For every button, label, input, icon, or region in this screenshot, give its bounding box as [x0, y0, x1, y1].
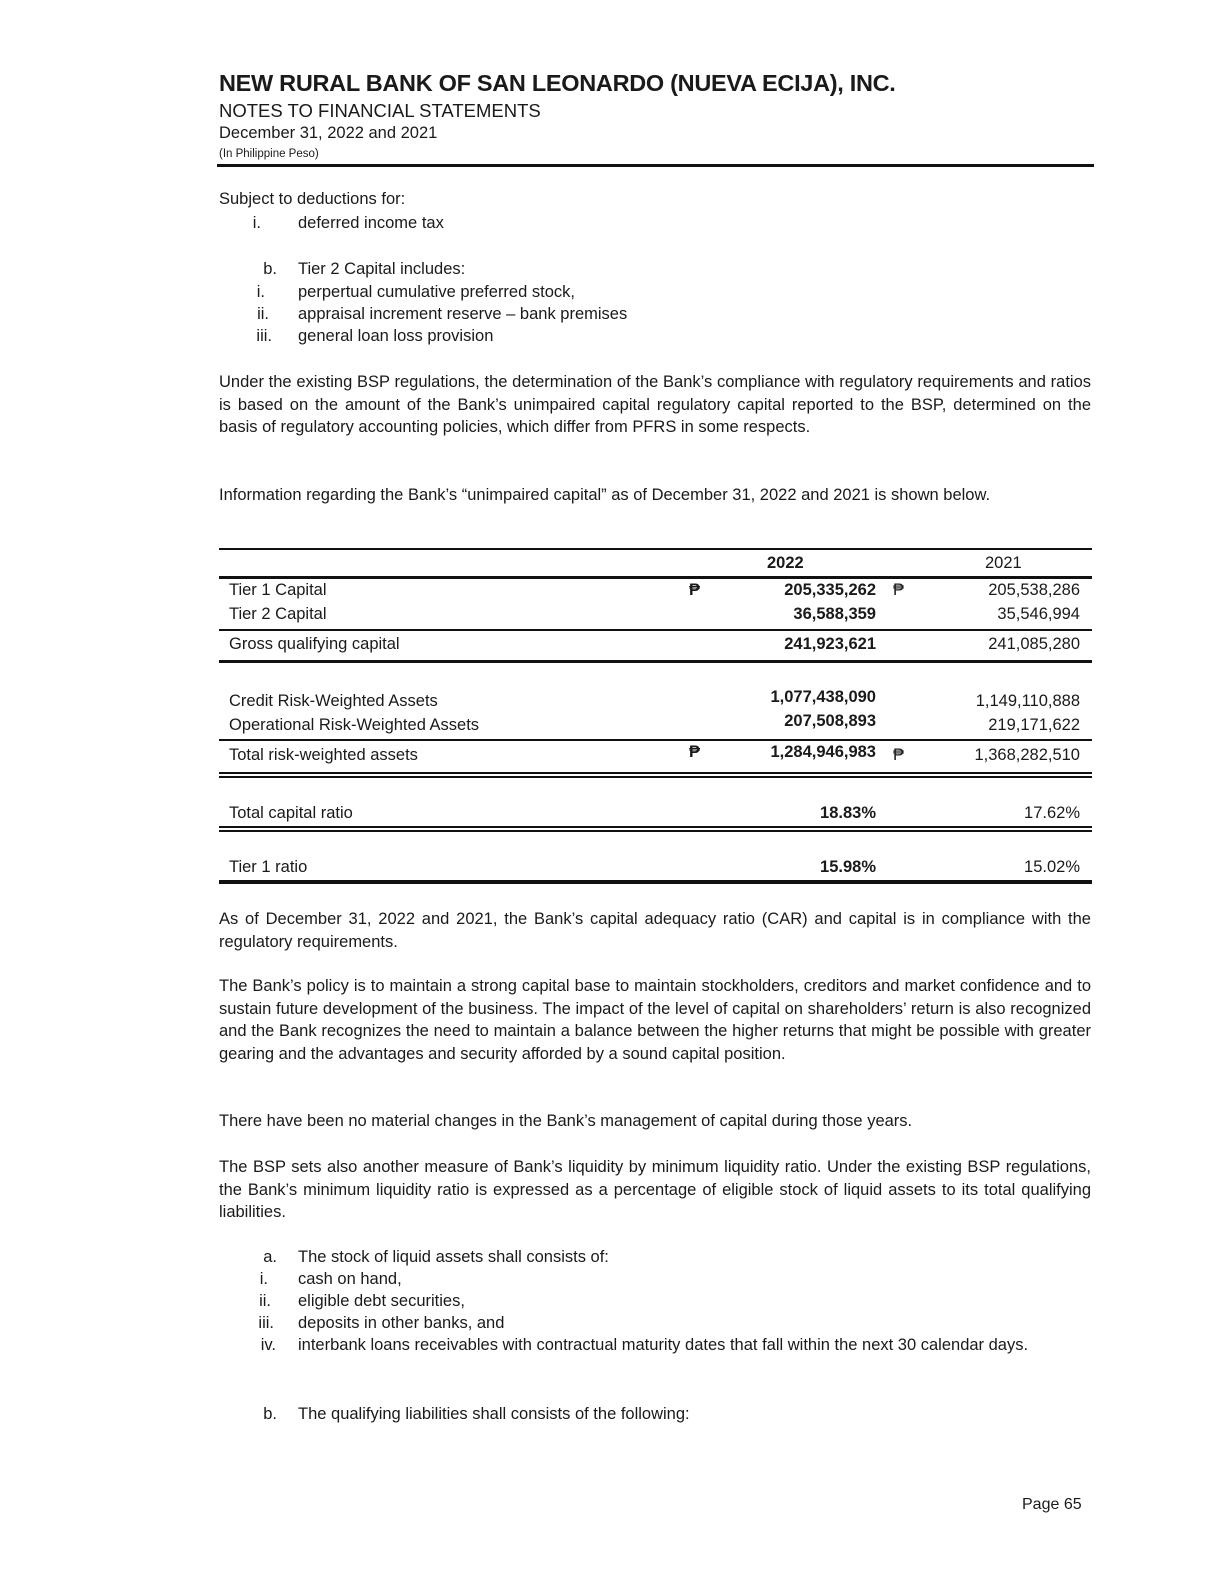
value-2021: 35,546,994 — [997, 605, 1080, 623]
list-marker: iv. — [260, 1336, 276, 1354]
company-name: NEW RURAL BANK OF SAN LEONARDO (NUEVA ECIJA), INC. — [219, 70, 896, 96]
column-header-2022: 2022 — [767, 554, 804, 572]
list-text: general loan loss provision — [298, 327, 494, 345]
table-row — [219, 605, 1092, 627]
table-bottom-rule — [219, 880, 1092, 884]
table-row — [219, 581, 1092, 603]
list-text: Tier 2 Capital includes: — [298, 260, 466, 278]
list-marker: ii. — [257, 305, 269, 323]
value-2022: 15.98% — [820, 858, 876, 876]
value-2021: 1,149,110,888 — [975, 692, 1080, 710]
list-text: deposits in other banks, and — [298, 1314, 505, 1332]
currency-note: (In Philippine Peso) — [219, 148, 319, 160]
list-marker: i. — [252, 214, 261, 232]
value-2021: 15.02% — [1024, 858, 1080, 876]
policy-paragraph: The Bank’s policy is to maintain a strong capital base to maintain stockholders, creditors and market confidence and to sustain future development of the business. The impact of the level of capital on shareholders’ return is also recognized and the Bank recognizes the need to maintain a balance between the higher returns that might be possible with greater gearing and the advantages and security afforded by a sound capital position. — [219, 977, 1091, 1064]
row-label: Gross qualifying capital — [229, 635, 400, 653]
value-2022: 1,284,946,983 — [770, 743, 876, 761]
info-intro-paragraph: Information regarding the Bank’s “unimpaired capital” as of December 31, 2022 and 2021 is shown below. — [219, 486, 991, 504]
value-2022: 1,077,438,090 — [770, 688, 876, 706]
value-2021: 1,368,282,510 — [974, 746, 1080, 764]
list-marker: b. — [263, 1405, 277, 1423]
value-2021: 205,538,286 — [988, 581, 1080, 599]
list-marker: i. — [256, 283, 265, 301]
row-label: Tier 1 Capital — [229, 581, 327, 599]
row-label: Operational Risk-Weighted Assets — [229, 716, 480, 734]
list-text: The stock of liquid assets shall consists of: — [298, 1248, 609, 1266]
table-top-rule — [219, 548, 1092, 550]
list-text: cash on hand, — [298, 1270, 402, 1288]
double-rule-top — [219, 826, 1092, 828]
list-marker: a. — [263, 1248, 277, 1266]
double-rule-bottom — [219, 776, 1092, 778]
double-rule-bottom — [219, 830, 1092, 832]
list-text: appraisal increment reserve – bank premises — [298, 305, 628, 323]
peso-sign-icon: ₱ — [689, 581, 701, 599]
row-label: Tier 2 Capital — [229, 605, 327, 623]
total-rule — [219, 660, 1092, 663]
no-changes-paragraph: There have been no material changes in the Bank’s management of capital during those years. — [219, 1112, 913, 1130]
value-2022: 205,335,262 — [784, 581, 876, 599]
peso-sign-icon: ₱ — [893, 581, 905, 599]
header-divider — [217, 164, 1094, 167]
row-label: Total risk-weighted assets — [229, 746, 418, 764]
page-number: Page 65 — [1022, 1496, 1082, 1513]
bsp-regulations-paragraph: Under the existing BSP regulations, the determination of the Bank’s compliance with regulatory requirements and ratios is based on the amount of the Bank’s unimpaired capital regulatory capital reported to the BSP, determined on the basis of regulatory accounting policies, which differ from PFRS in some respects. — [219, 373, 1091, 437]
list-marker: iii. — [256, 327, 272, 345]
table-row — [219, 635, 1092, 657]
table-row — [219, 804, 1092, 826]
list-marker: i. — [259, 1270, 268, 1288]
value-2022: 207,508,893 — [784, 712, 876, 730]
value-2021: 219,171,622 — [988, 716, 1080, 734]
section-title: NOTES TO FINANCIAL STATEMENTS — [219, 100, 541, 121]
row-label: Total capital ratio — [229, 804, 353, 822]
list-text: eligible debt securities, — [298, 1292, 465, 1310]
list-text: interbank loans receivables with contractual maturity dates that fall within the next 30 calendar days. — [298, 1336, 1029, 1354]
liquidity-paragraph: The BSP sets also another measure of Bank’s liquidity by minimum liquidity ratio. Under the existing BSP regulations, the Bank’s minimum liquidity ratio is expressed as a percentage of eligible stock of liquid assets to its total qualifying liabilities. — [219, 1158, 1091, 1222]
column-header-2021: 2021 — [985, 554, 1022, 572]
table-row — [219, 688, 1092, 714]
list-marker: b. — [263, 260, 277, 278]
row-label: Credit Risk-Weighted Assets — [229, 692, 438, 710]
period-text: December 31, 2022 and 2021 — [219, 124, 438, 142]
value-2021: 17.62% — [1024, 804, 1080, 822]
compliance-paragraph: As of December 31, 2022 and 2021, the Bank’s capital adequacy ratio (CAR) and capital is in compliance with the regulatory requirements. — [219, 910, 1091, 951]
header-rule — [219, 576, 1092, 579]
value-2022: 241,923,621 — [784, 635, 876, 653]
value-2022: 18.83% — [820, 804, 876, 822]
subtotal-rule — [219, 629, 1092, 631]
row-label: Tier 1 ratio — [229, 858, 308, 876]
peso-sign-icon: ₱ — [893, 746, 905, 764]
value-2021: 241,085,280 — [988, 635, 1080, 653]
deductions-intro: Subject to deductions for: — [219, 190, 406, 208]
value-2022: 36,588,359 — [793, 605, 876, 623]
peso-sign-icon: ₱ — [689, 743, 701, 761]
list-marker: ii. — [259, 1292, 271, 1310]
subtotal-rule — [219, 739, 1092, 741]
double-rule-top — [219, 772, 1092, 774]
list-text: deferred income tax — [298, 214, 444, 232]
table-row — [219, 858, 1092, 880]
list-text: perpertual cumulative preferred stock, — [298, 283, 575, 301]
list-text: The qualifying liabilities shall consists of the following: — [298, 1405, 690, 1423]
table-row — [219, 743, 1092, 768]
table-row — [219, 712, 1092, 738]
list-marker: iii. — [258, 1314, 274, 1332]
